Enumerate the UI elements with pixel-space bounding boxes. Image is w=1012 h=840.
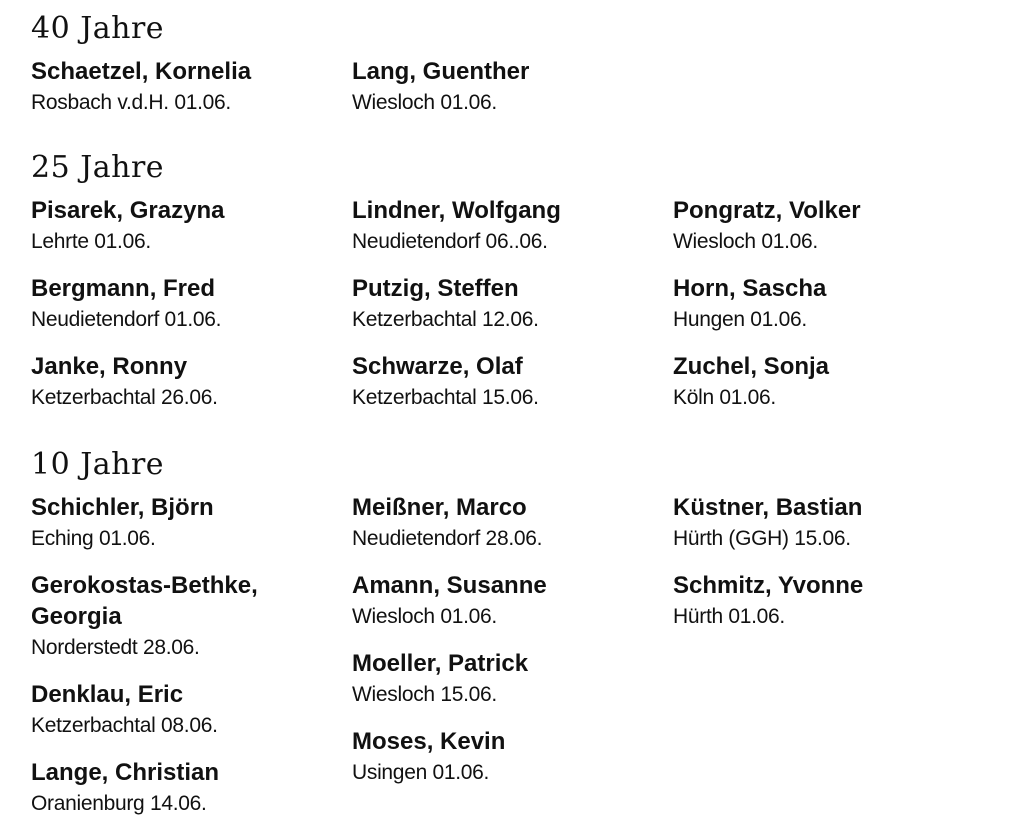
person-name: Amann, Susanne [352,572,547,599]
column-1 [31,195,341,429]
person-entry [31,273,341,335]
person-entry [31,757,341,819]
person-name: Meißner, Marco [352,494,527,521]
person-name: Moeller, Patrick [352,650,529,677]
person-name: Küstner, Bastian [673,494,863,521]
person-name: Horn, Sascha [673,275,827,302]
person-name: Moses, Kevin [352,728,506,755]
person-name: Pisarek, Grazyna [31,197,225,224]
person-location-date: Wiesloch 01.06. [352,91,497,114]
person-name: Bergmann, Fred [31,275,216,302]
person-location-date: Hürth (GGH) 15.06. [673,527,851,550]
person-location-date: Köln 01.06. [673,386,776,409]
person-name: Schichler, Björn [31,494,214,521]
person-location-date: Norderstedt 28.06. [31,636,200,659]
person-name: Schmitz, Yvonne [673,572,864,599]
person-entry [352,570,662,632]
person-name: Janke, Ronny [31,353,188,380]
person-location-date: Rosbach v.d.H. 01.06. [31,91,231,114]
person-entry [673,492,983,554]
column-2 [352,492,662,804]
person-entry [31,351,341,413]
person-location-date: Neudietendorf 06..06. [352,230,548,253]
person-location-date: Lehrte 01.06. [31,230,151,253]
person-name: Pongratz, Volker [673,197,861,224]
person-entry [673,351,983,413]
section-title: 25 Jahre [31,150,165,185]
column-2 [352,195,662,429]
person-location-date: Oranienburg 14.06. [31,792,207,815]
person-entry [673,195,983,257]
person-location-date: Wiesloch 01.06. [673,230,818,253]
person-entry [673,273,983,335]
person-name: Denklau, Eric [31,681,184,708]
person-entry [31,492,341,554]
person-location-date: Eching 01.06. [31,527,156,550]
column-3 [673,492,983,648]
person-location-date: Ketzerbachtal 15.06. [352,386,539,409]
person-entry [352,648,662,710]
column-1 [31,492,341,835]
person-entry [352,726,662,788]
person-name: Putzig, Steffen [352,275,519,302]
person-entry [352,351,662,413]
person-entry [352,273,662,335]
person-location-date: Ketzerbachtal 12.06. [352,308,539,331]
section-title: 40 Jahre [31,11,165,46]
person-location-date: Ketzerbachtal 26.06. [31,386,218,409]
person-name: Gerokostas-Bethke, Georgia [31,572,258,630]
person-entry [352,492,662,554]
person-entry [31,56,341,118]
section-title: 10 Jahre [31,447,165,482]
person-entry [673,570,983,632]
person-name: Zuchel, Sonja [673,353,830,380]
person-name: Lindner, Wolfgang [352,197,561,224]
person-name: Lang, Guenther [352,58,530,85]
column-3 [673,195,983,429]
column-1 [31,56,341,134]
person-location-date: Wiesloch 01.06. [352,605,497,628]
person-location-date: Ketzerbachtal 08.06. [31,714,218,737]
person-entry [31,195,341,257]
person-name: Schaetzel, Kornelia [31,58,252,85]
person-entry [31,570,341,663]
person-location-date: Neudietendorf 28.06. [352,527,543,550]
person-name: Schwarze, Olaf [352,353,523,380]
person-location-date: Neudietendorf 01.06. [31,308,222,331]
person-location-date: Wiesloch 15.06. [352,683,497,706]
person-location-date: Hungen 01.06. [673,308,807,331]
person-name: Lange, Christian [31,759,220,786]
column-2 [352,56,662,134]
person-entry [31,679,341,741]
person-location-date: Usingen 01.06. [352,761,490,784]
person-location-date: Hürth 01.06. [673,605,785,628]
person-entry [352,195,662,257]
person-entry [352,56,662,118]
